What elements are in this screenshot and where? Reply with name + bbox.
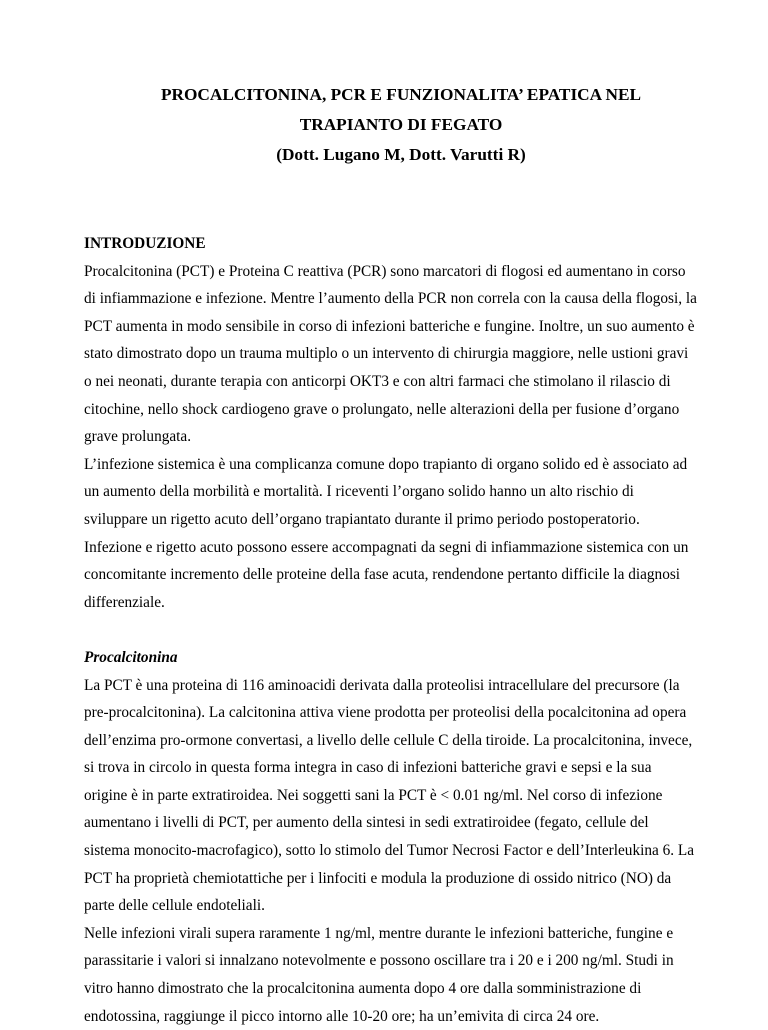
paragraph-intro-1	[84, 258, 718, 451]
section-heading-procalcitonina: Procalcitonina	[84, 648, 178, 666]
title-line: PROCALCITONINA, PCR E FUNZIONALITA’ EPATICA NEL	[160, 85, 642, 104]
text-line: concomitante incremento delle proteine della fase acuta, rendendone pertanto difficile la diagnosi	[84, 566, 681, 584]
text-line: o nei neonati, durante terapia con anticorpi OKT3 e con altri farmaci che stimolano il rilascio di	[84, 372, 671, 390]
text-line: PCT ha proprietà chemiotattiche per i linfociti e modula la produzione di ossido nitrico (NO) da	[84, 869, 672, 887]
text-line: endotossina, raggiunge il picco intorno alle 10-20 ore; ha un’emivita di circa 24 ore.	[84, 1007, 600, 1025]
paragraph-intro-2	[84, 451, 718, 617]
text-line: La PCT è una proteina di 116 aminoacidi derivata dalla proteolisi intracellulare del precursore (la	[84, 676, 680, 694]
text-line: sistema monocito-macrofagico), sotto lo stimolo del Tumor Necrosi Factor e dell’Interleukina 6. La	[84, 842, 695, 860]
text-line: citochine, nello shock cardiogeno grave o prolungato, nelle alterazioni della per fusione d’organo	[84, 400, 680, 418]
document-body	[84, 230, 718, 1030]
text-line: Infezione e rigetto acuto possono essere accompagnati da segni di infiammazione sistemica con un	[84, 538, 689, 556]
text-line: parte delle cellule endoteliali.	[84, 897, 265, 915]
text-line: un aumento della morbilità e mortalità. I riceventi l’organo solido hanno un alto rischio di	[84, 483, 634, 501]
section-heading-introduzione: INTRODUZIONE	[84, 235, 206, 252]
text-line: si trova in circolo in questa forma integra in caso di infezioni batteriche gravi e sepsi e la sua	[84, 759, 652, 777]
text-line: stato dimostrato dopo un trauma multiplo o un intervento di chirurgia maggiore, nelle ustioni gravi	[84, 345, 689, 363]
text-line: Nelle infezioni virali supera raramente 1 ng/ml, mentre durante le infezioni batteriche, fungine e	[84, 924, 674, 942]
paragraph-spacer	[84, 616, 718, 644]
text-line: di infiammazione e infezione. Mentre l’aumento della PCR non correla con la causa della flogosi, la	[84, 290, 697, 308]
text-line: PCT aumenta in modo sensibile in corso di infezioni batteriche e fungine. Inoltre, un suo aumento è	[84, 317, 695, 335]
text-line: origine è in parte extratiroidea. Nei soggetti sani la PCT è < 0.01 ng/ml. Nel corso di infezione	[84, 786, 663, 804]
text-line: pre-procalcitonina). La calcitonina attiva viene prodotta per proteolisi della pocalcitonina ad opera	[84, 704, 687, 722]
text-line: L’infezione sistemica è una complicanza comune dopo trapianto di organo solido ed è associato ad	[84, 455, 688, 473]
text-line: dell’enzima pro-ormone convertasi, a livello delle cellule C della tiroide. La procalcitonina, invece,	[84, 731, 693, 749]
text-line: aumentano i livelli di PCT, per aumento della sintesi in sedi extratiroidee (fegato, cellule del	[84, 814, 649, 832]
authors-line: (Dott. Lugano M, Dott. Varutti R)	[276, 145, 526, 164]
text-line: grave prolungata.	[84, 428, 192, 446]
document-title	[84, 0, 718, 170]
paragraph-pct-1	[84, 672, 718, 920]
text-line: vitro hanno dimostrato che la procalcitonina aumenta dopo 4 ore dalla somministrazione di	[84, 980, 642, 998]
paragraph-pct-2	[84, 920, 718, 1030]
text-line: sviluppare un rigetto acuto dell’organo trapiantato durante il primo periodo postoperatorio.	[84, 510, 640, 528]
text-line: differenziale.	[84, 593, 165, 611]
title-line: TRAPIANTO DI FEGATO	[299, 115, 503, 134]
text-line: parassitarie i valori si innalzano notevolmente e possono oscillare tra i 20 e i 200 ng/ml. Studi in	[84, 952, 674, 970]
text-line: Procalcitonina (PCT) e Proteina C reattiva (PCR) sono marcatori di flogosi ed aumentano in corso	[84, 262, 686, 280]
